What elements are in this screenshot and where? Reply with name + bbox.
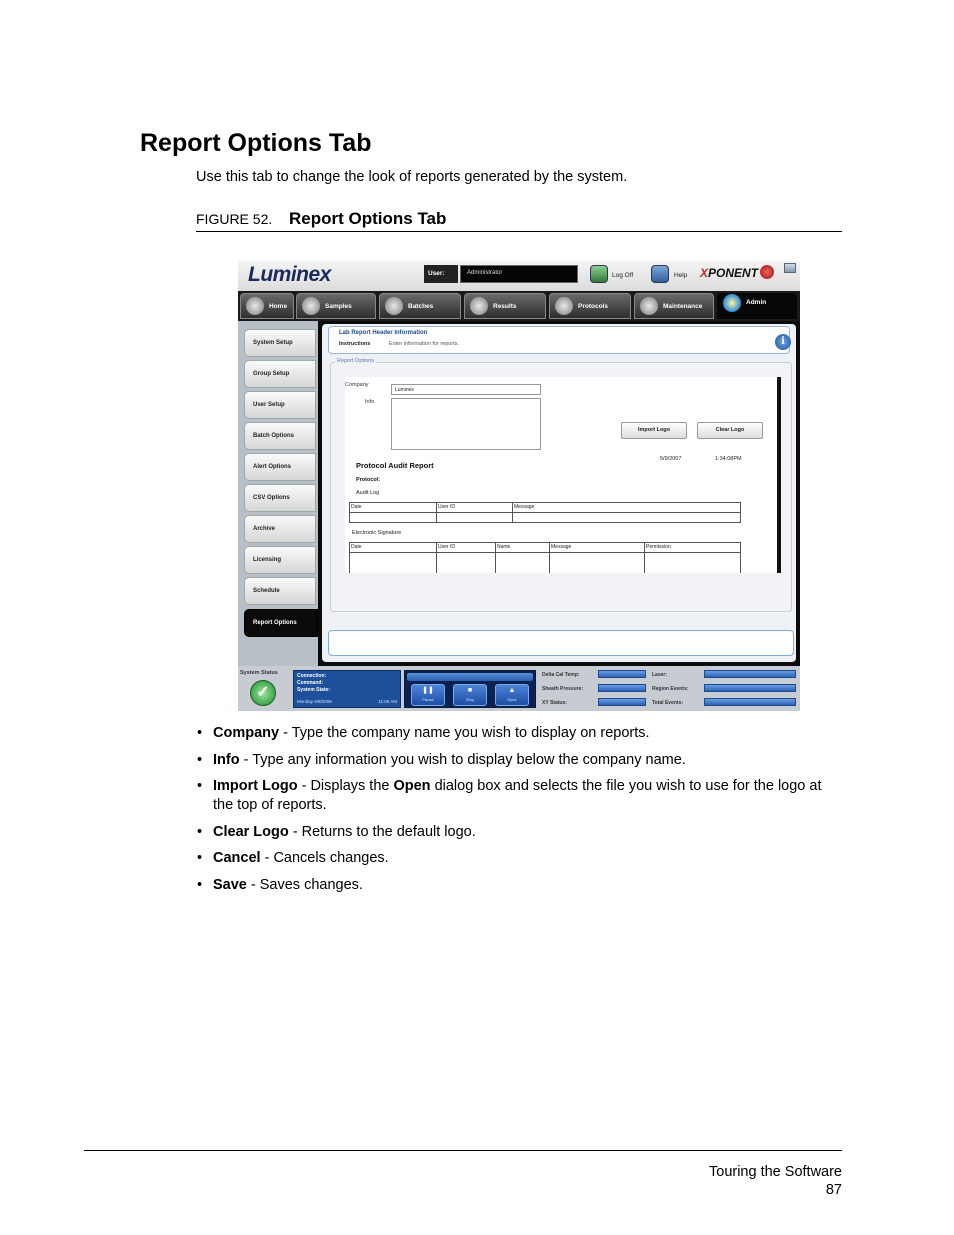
report-preview (345, 377, 777, 573)
table-cell (436, 513, 439, 523)
system-state-label: System State: (297, 687, 331, 693)
sidebar-item-report-options[interactable]: Report Options (244, 609, 318, 637)
connection-box (293, 670, 401, 708)
main-tabbar (238, 291, 800, 321)
command-label: Command: (297, 680, 324, 686)
table-cell (644, 553, 647, 573)
table-rule (350, 552, 740, 553)
sidebar-item-user-setup[interactable]: User Setup (244, 391, 316, 419)
info-field[interactable] (391, 398, 541, 450)
delta-cal-label: Delta Cal Temp: (542, 672, 580, 678)
log-off-icon[interactable] (590, 265, 608, 283)
xy-status-value (598, 698, 646, 706)
list-item: • Company - Type the company name you wish to display on reports. (196, 724, 836, 743)
report-time: 1:34:08PM (715, 456, 742, 462)
log-off-label[interactable]: Log Off (612, 272, 634, 279)
protocols-icon (555, 297, 573, 315)
table-header: Date (351, 504, 362, 510)
stop-button[interactable]: ■ Stop (453, 684, 487, 706)
region-events-label: Region Events: (652, 686, 689, 692)
admin-icon (723, 294, 741, 312)
esig-label: Electronic Signature (352, 530, 402, 536)
status-bar (238, 666, 800, 711)
sidebar-item-schedule[interactable]: Schedule (244, 577, 316, 605)
xponent-screenshot (238, 261, 800, 711)
top-bar (238, 261, 800, 291)
luminex-logo: Luminex (248, 263, 331, 286)
xy-status-label: XY Status: (542, 700, 567, 706)
audit-log-label: Audit Log (356, 490, 380, 496)
window-button-icon[interactable] (784, 263, 796, 273)
instructions-label: Instructions (339, 341, 371, 347)
footer-section-title: Touring the Software (709, 1164, 842, 1180)
eject-button[interactable]: ▲ Eject (495, 684, 529, 706)
main-content (322, 324, 796, 662)
list-item: • Info - Type any information you wish to display below the company name. (196, 751, 836, 770)
sidebar-item-system-setup[interactable]: System Setup (244, 329, 316, 357)
info-label: Info (365, 399, 375, 405)
xponent-brand: XPONENT (700, 266, 759, 280)
import-logo-button[interactable]: Import Logo (621, 422, 687, 439)
control-panel (404, 670, 536, 708)
tab-home[interactable]: Home (240, 293, 294, 319)
admin-sidebar (238, 321, 318, 666)
footer-divider (84, 1150, 842, 1151)
table-header: Date (351, 544, 362, 550)
sidebar-item-group-setup[interactable]: Group Setup (244, 360, 316, 388)
table-header: User ID (436, 543, 495, 552)
audit-log-table (349, 502, 741, 523)
home-icon (246, 297, 264, 315)
preview-scrollbar[interactable] (777, 377, 781, 573)
table-header: Message (512, 503, 740, 512)
sidebar-item-csv-options[interactable]: CSV Options (244, 484, 316, 512)
list-item: • Cancel - Cancels changes. (196, 849, 836, 868)
user-field[interactable]: Administrator (460, 265, 578, 283)
table-cell (549, 553, 552, 573)
tab-batches[interactable]: Batches (379, 293, 461, 319)
tab-admin[interactable]: Admin (717, 293, 797, 319)
table-cell (436, 553, 439, 573)
clear-logo-button[interactable]: Clear Logo (697, 422, 763, 439)
company-field[interactable]: Luminex (391, 384, 541, 395)
figure-title: Report Options Tab (289, 209, 447, 228)
list-item: • Save - Saves changes. (196, 876, 836, 895)
list-item: • Clear Logo - Returns to the default logo. (196, 823, 836, 842)
page-number: 87 (825, 1182, 842, 1198)
user-label: User: (424, 265, 458, 283)
tab-results[interactable]: Results (464, 293, 546, 319)
results-icon (470, 297, 488, 315)
sidebar-item-licensing[interactable]: Licensing (244, 546, 316, 574)
brand-dot-icon (760, 265, 774, 279)
protocol-label: Protocol: (356, 477, 381, 483)
instructions-text: Enter information for reports. (389, 341, 460, 347)
help-label[interactable]: Help (674, 272, 688, 279)
main-panel (318, 321, 800, 666)
status-ok-icon[interactable]: ✓ (250, 680, 276, 706)
table-rule (350, 512, 740, 513)
company-label: Company (345, 382, 369, 388)
header-info-box (328, 326, 790, 354)
connection-label: Connection: (297, 673, 327, 679)
table-cell (512, 513, 515, 523)
figure-caption (196, 208, 842, 232)
report-date: 5/9/2007 (660, 456, 682, 462)
report-title: Protocol Audit Report (356, 461, 434, 470)
page-title: Report Options Tab (140, 129, 372, 157)
status-time: 11:05 AM (378, 699, 397, 704)
laser-label: Laser: (652, 672, 668, 678)
tab-protocols[interactable]: Protocols (549, 293, 631, 319)
pause-button[interactable]: ❚❚ Pause (411, 684, 445, 706)
esig-table (349, 542, 741, 573)
maintenance-icon (640, 297, 658, 315)
progress-bar (407, 673, 533, 681)
table-header: Name (495, 543, 549, 552)
tab-samples[interactable]: Samples (296, 293, 376, 319)
sheath-pressure-label: Sheath Pressure: (542, 686, 584, 692)
intro-text: Use this tab to change the look of reports generated by the system. (196, 169, 628, 185)
sidebar-item-batch-options[interactable]: Batch Options (244, 422, 316, 450)
sheath-pressure-value (598, 684, 646, 692)
total-events-value (704, 698, 796, 706)
help-icon[interactable] (651, 265, 669, 283)
header-title: Lab Report Header Information (339, 330, 428, 336)
total-events-label: Total Events: (652, 700, 684, 706)
pause-icon: ❚❚ (422, 687, 434, 694)
samples-icon (302, 297, 320, 315)
table-cell (495, 553, 498, 573)
info-icon[interactable]: i (775, 334, 791, 350)
list-item: • Import Logo - Displays the Open dialog box and selects the file you wish to use for the logo at the top of reports. (196, 777, 836, 815)
tab-maintenance[interactable]: Maintenance (634, 293, 714, 319)
sidebar-item-archive[interactable]: Archive (244, 515, 316, 543)
bottom-message-field[interactable] (328, 630, 794, 656)
group-title: Report Options (337, 358, 374, 364)
table-header: Permission (644, 543, 740, 552)
delta-cal-value (598, 670, 646, 678)
batches-icon (385, 297, 403, 315)
status-date: Monday 6/9/2008 (297, 699, 332, 704)
system-status-label: System Status (240, 670, 278, 676)
laser-value (704, 670, 796, 678)
sidebar-item-alert-options[interactable]: Alert Options (244, 453, 316, 481)
table-header: User ID (436, 503, 512, 512)
table-header: Message (549, 543, 644, 552)
eject-icon: ▲ (508, 687, 516, 694)
field-descriptions (196, 724, 836, 902)
stop-icon: ■ (467, 687, 473, 694)
report-options-group (330, 358, 792, 612)
region-events-value (704, 684, 796, 692)
figure-number: FIGURE 52. (196, 211, 273, 227)
